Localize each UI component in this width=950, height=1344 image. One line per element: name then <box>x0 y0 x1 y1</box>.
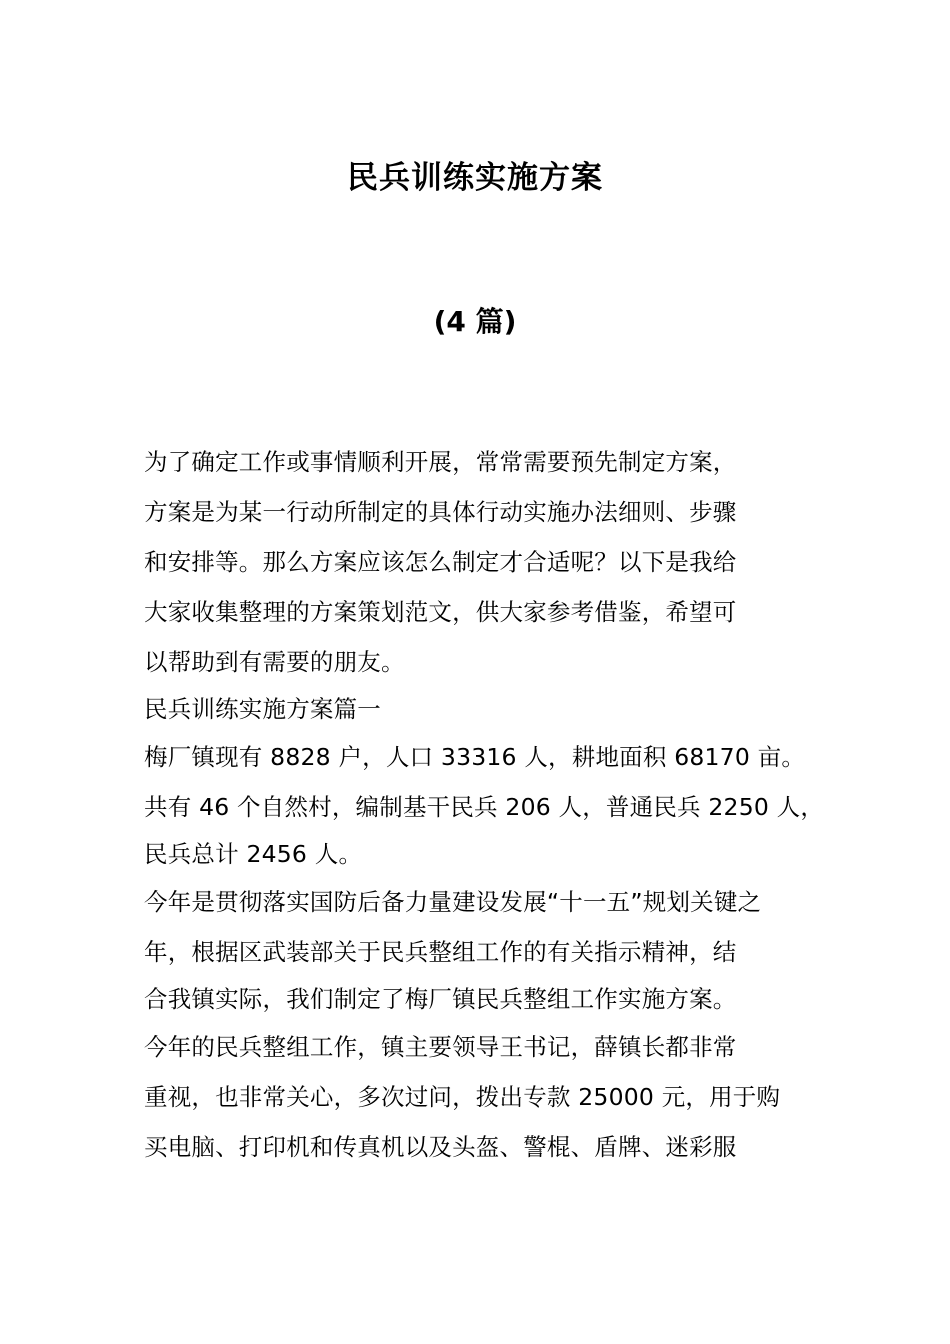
document-subtitle: (4 篇) <box>433 305 517 338</box>
body-line: 共有 46 个自然村，编制基干民兵 206 人，普通民兵 2250 人， <box>144 793 825 821</box>
body-line: 大家收集整理的方案策划范文，供大家参考借鉴，希望可 <box>144 598 737 626</box>
section-heading: 民兵训练实施方案篇一 <box>144 695 381 723</box>
body-line: 今年是贯彻落实国防后备力量建设发展“十一五”规划关键之 <box>144 888 762 916</box>
body-line: 买电脑、打印机和传真机以及头盔、警棍、盾牌、迷彩服 <box>144 1133 737 1161</box>
body-line: 梅厂镇现有 8828 户，人口 33316 人，耕地面积 68170 亩。 <box>144 743 806 771</box>
document-body <box>144 437 844 1172</box>
body-line: 重视，也非常关心，多次过问，拨出专款 25000 元，用于购 <box>144 1083 781 1111</box>
body-line: 和安排等。那么方案应该怎么制定才合适呢？以下是我给 <box>144 548 737 576</box>
body-line: 民兵总计 2456 人。 <box>144 840 363 868</box>
body-line: 方案是为某一行动所制定的具体行动实施办法细则、步骤 <box>144 498 737 526</box>
document-title: 民兵训练实施方案 <box>347 160 603 196</box>
body-line: 为了确定工作或事情顺利开展，常常需要预先制定方案， <box>144 448 737 476</box>
body-line: 合我镇实际，我们制定了梅厂镇民兵整组工作实施方案。 <box>144 985 737 1013</box>
body-line: 年，根据区武装部关于民兵整组工作的有关指示精神，结 <box>144 938 737 966</box>
body-line: 今年的民兵整组工作，镇主要领导王书记，薛镇长都非常 <box>144 1033 737 1061</box>
body-line: 以帮助到有需要的朋友。 <box>144 648 405 676</box>
